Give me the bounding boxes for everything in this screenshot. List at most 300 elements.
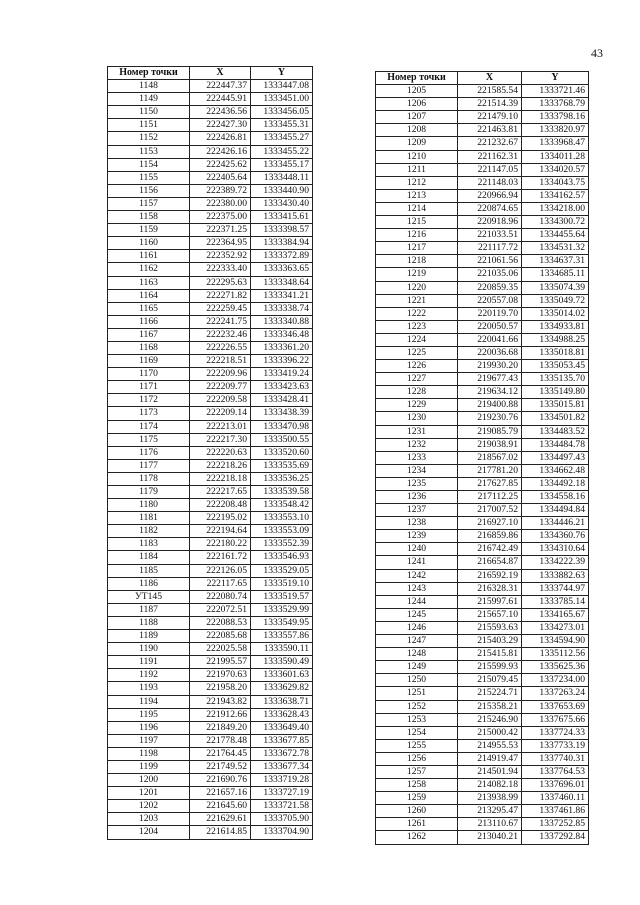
x-coordinate-cell: 221995.57 <box>190 656 251 669</box>
x-coordinate-cell: 221061.56 <box>458 255 522 268</box>
point-number-cell: 1215 <box>376 216 458 229</box>
point-number-cell: 1190 <box>108 643 190 656</box>
x-coordinate-cell: 214955.53 <box>458 739 522 752</box>
table-row <box>108 106 313 119</box>
point-number-cell: 1162 <box>108 263 190 276</box>
point-number-cell: 1261 <box>376 818 458 831</box>
table-row <box>108 407 313 420</box>
x-coordinate-cell: 221035.06 <box>458 268 522 281</box>
table-row <box>108 630 313 643</box>
point-number-cell: 1256 <box>376 752 458 765</box>
x-coordinate-cell: 222226.55 <box>190 341 251 354</box>
table-row <box>108 433 313 446</box>
point-number-cell: 1154 <box>108 158 190 171</box>
point-number-cell: 1213 <box>376 189 458 202</box>
y-coordinate-cell: 1333549.95 <box>251 616 313 629</box>
y-coordinate-cell: 1333396.22 <box>251 355 313 368</box>
table-row <box>108 721 313 734</box>
table-row <box>376 386 589 399</box>
x-coordinate-cell: 219634.12 <box>458 386 522 399</box>
y-coordinate-cell: 1334043.75 <box>522 176 589 189</box>
point-number-cell: 1224 <box>376 333 458 346</box>
point-number-cell: 1231 <box>376 425 458 438</box>
table-row <box>376 504 589 517</box>
x-coordinate-cell: 221033.51 <box>458 229 522 242</box>
table-row <box>108 564 313 577</box>
y-coordinate-cell: 1333455.27 <box>251 132 313 145</box>
table-row <box>108 184 313 197</box>
y-coordinate-cell: 1333451.00 <box>251 93 313 106</box>
table-header-row <box>376 72 589 85</box>
x-coordinate-cell: 222426.16 <box>190 145 251 158</box>
table-row <box>108 341 313 354</box>
table-row <box>376 674 589 687</box>
point-number-cell: 1185 <box>108 564 190 577</box>
x-coordinate-cell: 220918.96 <box>458 216 522 229</box>
x-coordinate-cell: 222180.22 <box>190 538 251 551</box>
point-number-cell: 1174 <box>108 420 190 433</box>
table-row <box>376 137 589 150</box>
x-coordinate-cell: 222333.40 <box>190 263 251 276</box>
point-number-cell: УТ145 <box>108 590 190 603</box>
table-row <box>376 530 589 543</box>
point-number-cell: 1169 <box>108 355 190 368</box>
table-row <box>376 569 589 582</box>
x-coordinate-cell: 222194.64 <box>190 525 251 538</box>
table-row <box>376 268 589 281</box>
x-coordinate-cell: 221629.61 <box>190 813 251 826</box>
y-coordinate-cell: 1333470.98 <box>251 420 313 433</box>
table-row <box>108 459 313 472</box>
x-coordinate-cell: 217007.52 <box>458 504 522 517</box>
table-row <box>108 132 313 145</box>
y-coordinate-cell: 1333455.31 <box>251 119 313 132</box>
table-row <box>376 687 589 700</box>
y-coordinate-cell: 1335625.36 <box>522 661 589 674</box>
point-number-cell: 1180 <box>108 499 190 512</box>
y-coordinate-cell: 1333455.22 <box>251 145 313 158</box>
point-number-cell: 1204 <box>108 826 190 839</box>
point-number-cell: 1153 <box>108 145 190 158</box>
x-coordinate-cell: 222209.58 <box>190 394 251 407</box>
x-coordinate-cell: 222209.14 <box>190 407 251 420</box>
point-number-cell: 1150 <box>108 106 190 119</box>
point-number-cell: 1252 <box>376 700 458 713</box>
point-number-cell: 1203 <box>108 813 190 826</box>
x-coordinate-cell: 221778.48 <box>190 734 251 747</box>
table-row <box>108 695 313 708</box>
y-coordinate-cell: 1334497.43 <box>522 451 589 464</box>
y-coordinate-cell: 1334273.01 <box>522 621 589 634</box>
table-row <box>108 551 313 564</box>
x-coordinate-cell: 221645.60 <box>190 800 251 813</box>
point-number-cell: 1211 <box>376 163 458 176</box>
y-coordinate-cell: 1334455.64 <box>522 229 589 242</box>
table-row <box>376 464 589 477</box>
point-number-cell: 1239 <box>376 530 458 543</box>
y-coordinate-cell: 1333361.20 <box>251 341 313 354</box>
y-coordinate-cell: 1333785.14 <box>522 595 589 608</box>
point-number-cell: 1228 <box>376 386 458 399</box>
x-coordinate-cell: 221514.39 <box>458 98 522 111</box>
table-row <box>376 661 589 674</box>
x-coordinate-cell: 222025.58 <box>190 643 251 656</box>
point-number-cell: 1243 <box>376 582 458 595</box>
table-row <box>376 333 589 346</box>
x-coordinate-cell: 221463.81 <box>458 124 522 137</box>
y-coordinate-cell: 1333519.10 <box>251 577 313 590</box>
table-row <box>376 779 589 792</box>
table-row <box>108 603 313 616</box>
x-coordinate-cell: 216859.86 <box>458 530 522 543</box>
x-coordinate-cell: 218567.02 <box>458 451 522 464</box>
point-number-cell: 1230 <box>376 412 458 425</box>
x-coordinate-cell: 214919.47 <box>458 752 522 765</box>
y-coordinate-cell: 1333628.43 <box>251 708 313 721</box>
table-row <box>108 734 313 747</box>
y-coordinate-cell: 1333428.41 <box>251 394 313 407</box>
table-row <box>376 373 589 386</box>
x-coordinate-cell: 215415.81 <box>458 648 522 661</box>
y-coordinate-cell: 1333340.88 <box>251 315 313 328</box>
table-row <box>376 399 589 412</box>
table-body-left <box>108 80 313 839</box>
x-coordinate-cell: 221970.63 <box>190 669 251 682</box>
point-number-cell: 1176 <box>108 446 190 459</box>
y-coordinate-cell: 1337461.86 <box>522 805 589 818</box>
table-row <box>108 747 313 760</box>
table-row <box>376 831 589 844</box>
point-number-cell: 1167 <box>108 328 190 341</box>
point-number-cell: 1233 <box>376 451 458 464</box>
coordinates-table-left <box>107 66 313 840</box>
point-number-cell: 1227 <box>376 373 458 386</box>
table-row <box>108 538 313 551</box>
y-coordinate-cell: 1333719.28 <box>251 774 313 787</box>
x-coordinate-cell: 216654.87 <box>458 556 522 569</box>
y-coordinate-cell: 1333338.74 <box>251 302 313 315</box>
table-row <box>108 525 313 538</box>
table-row <box>376 163 589 176</box>
x-coordinate-cell: 215000.42 <box>458 726 522 739</box>
point-number-cell: 1151 <box>108 119 190 132</box>
table-row <box>108 145 313 158</box>
x-coordinate-cell: 220041.66 <box>458 333 522 346</box>
table-row <box>376 700 589 713</box>
point-number-cell: 1164 <box>108 289 190 302</box>
table-row <box>376 229 589 242</box>
x-coordinate-cell: 214501.94 <box>458 765 522 778</box>
y-coordinate-cell: 1333384.94 <box>251 237 313 250</box>
x-coordinate-cell: 220874.65 <box>458 202 522 215</box>
point-number-cell: 1208 <box>376 124 458 137</box>
point-number-cell: 1220 <box>376 281 458 294</box>
point-number-cell: 1177 <box>108 459 190 472</box>
header-y: Y <box>522 72 589 85</box>
x-coordinate-cell: 219085.79 <box>458 425 522 438</box>
point-number-cell: 1262 <box>376 831 458 844</box>
point-number-cell: 1225 <box>376 346 458 359</box>
point-number-cell: 1183 <box>108 538 190 551</box>
y-coordinate-cell: 1333820.97 <box>522 124 589 137</box>
point-number-cell: 1189 <box>108 630 190 643</box>
point-number-cell: 1188 <box>108 616 190 629</box>
x-coordinate-cell: 215593.63 <box>458 621 522 634</box>
y-coordinate-cell: 1333552.39 <box>251 538 313 551</box>
table-row <box>108 486 313 499</box>
table-row <box>108 237 313 250</box>
y-coordinate-cell: 1333539.58 <box>251 486 313 499</box>
table-row <box>108 394 313 407</box>
table-row <box>376 412 589 425</box>
point-number-cell: 1248 <box>376 648 458 661</box>
point-number-cell: 1171 <box>108 381 190 394</box>
table-row <box>108 224 313 237</box>
point-number-cell: 1168 <box>108 341 190 354</box>
y-coordinate-cell: 1333348.64 <box>251 276 313 289</box>
x-coordinate-cell: 222218.26 <box>190 459 251 472</box>
point-number-cell: 1197 <box>108 734 190 747</box>
y-coordinate-cell: 1337696.01 <box>522 779 589 792</box>
table-row <box>376 451 589 464</box>
y-coordinate-cell: 1333372.89 <box>251 250 313 263</box>
y-coordinate-cell: 1333798.16 <box>522 111 589 124</box>
x-coordinate-cell: 222072.51 <box>190 603 251 616</box>
y-coordinate-cell: 1333529.99 <box>251 603 313 616</box>
x-coordinate-cell: 221912.66 <box>190 708 251 721</box>
table-row <box>376 294 589 307</box>
table-row <box>108 250 313 263</box>
table-row <box>376 176 589 189</box>
x-coordinate-cell: 221764.45 <box>190 747 251 760</box>
point-number-cell: 1229 <box>376 399 458 412</box>
x-coordinate-cell: 222218.18 <box>190 472 251 485</box>
table-row <box>108 472 313 485</box>
table-row <box>108 800 313 813</box>
x-coordinate-cell: 219230.76 <box>458 412 522 425</box>
table-row <box>108 787 313 800</box>
point-number-cell: 1148 <box>108 80 190 93</box>
y-coordinate-cell: 1334360.76 <box>522 530 589 543</box>
table-body-right <box>376 85 589 844</box>
y-coordinate-cell: 1334494.84 <box>522 504 589 517</box>
x-coordinate-cell: 221690.76 <box>190 774 251 787</box>
x-coordinate-cell: 222213.01 <box>190 420 251 433</box>
y-coordinate-cell: 1333677.85 <box>251 734 313 747</box>
x-coordinate-cell: 217112.25 <box>458 491 522 504</box>
y-coordinate-cell: 1333557.86 <box>251 630 313 643</box>
y-coordinate-cell: 1333704.90 <box>251 826 313 839</box>
x-coordinate-cell: 213110.67 <box>458 818 522 831</box>
y-coordinate-cell: 1333590.11 <box>251 643 313 656</box>
x-coordinate-cell: 219930.20 <box>458 360 522 373</box>
x-coordinate-cell: 222425.62 <box>190 158 251 171</box>
y-coordinate-cell: 1333882.63 <box>522 569 589 582</box>
point-number-cell: 1205 <box>376 85 458 98</box>
y-coordinate-cell: 1333721.58 <box>251 800 313 813</box>
table-row <box>376 608 589 621</box>
x-coordinate-cell: 213295.47 <box>458 805 522 818</box>
table-row <box>108 263 313 276</box>
x-coordinate-cell: 222217.30 <box>190 433 251 446</box>
table-row <box>108 211 313 224</box>
point-number-cell: 1218 <box>376 255 458 268</box>
point-number-cell: 1223 <box>376 320 458 333</box>
point-number-cell: 1186 <box>108 577 190 590</box>
y-coordinate-cell: 1333590.49 <box>251 656 313 669</box>
y-coordinate-cell: 1334484.78 <box>522 438 589 451</box>
y-coordinate-cell: 1335074.39 <box>522 281 589 294</box>
x-coordinate-cell: 215224.71 <box>458 687 522 700</box>
point-number-cell: 1149 <box>108 93 190 106</box>
point-number-cell: 1202 <box>108 800 190 813</box>
table-row <box>108 760 313 773</box>
point-number-cell: 1195 <box>108 708 190 721</box>
table-row <box>108 171 313 184</box>
header-point-number: Номер точки <box>376 72 458 85</box>
x-coordinate-cell: 221943.82 <box>190 695 251 708</box>
y-coordinate-cell: 1335053.45 <box>522 360 589 373</box>
y-coordinate-cell: 1333721.46 <box>522 85 589 98</box>
y-coordinate-cell: 1333744.97 <box>522 582 589 595</box>
x-coordinate-cell: 213938.99 <box>458 792 522 805</box>
point-number-cell: 1221 <box>376 294 458 307</box>
y-coordinate-cell: 1334637.31 <box>522 255 589 268</box>
y-coordinate-cell: 1333649.40 <box>251 721 313 734</box>
table-row <box>376 648 589 661</box>
point-number-cell: 1175 <box>108 433 190 446</box>
point-number-cell: 1216 <box>376 229 458 242</box>
x-coordinate-cell: 219038.91 <box>458 438 522 451</box>
point-number-cell: 1157 <box>108 197 190 210</box>
table-row <box>376 346 589 359</box>
x-coordinate-cell: 220859.35 <box>458 281 522 294</box>
x-coordinate-cell: 222295.63 <box>190 276 251 289</box>
point-number-cell: 1240 <box>376 543 458 556</box>
table-row <box>376 85 589 98</box>
y-coordinate-cell: 1335149.80 <box>522 386 589 399</box>
table-row <box>376 150 589 163</box>
y-coordinate-cell: 1335014.02 <box>522 307 589 320</box>
y-coordinate-cell: 1335049.72 <box>522 294 589 307</box>
table-row <box>108 682 313 695</box>
y-coordinate-cell: 1334988.25 <box>522 333 589 346</box>
table-row <box>376 255 589 268</box>
y-coordinate-cell: 1333548.42 <box>251 499 313 512</box>
point-number-cell: 1159 <box>108 224 190 237</box>
y-coordinate-cell: 1333727.19 <box>251 787 313 800</box>
point-number-cell: 1199 <box>108 760 190 773</box>
y-coordinate-cell: 1337460.11 <box>522 792 589 805</box>
y-coordinate-cell: 1333768.79 <box>522 98 589 111</box>
point-number-cell: 1257 <box>376 765 458 778</box>
table-row <box>376 425 589 438</box>
y-coordinate-cell: 1335135.70 <box>522 373 589 386</box>
y-coordinate-cell: 1337234.00 <box>522 674 589 687</box>
table-row <box>108 355 313 368</box>
point-number-cell: 1187 <box>108 603 190 616</box>
table-row <box>376 713 589 726</box>
point-number-cell: 1250 <box>376 674 458 687</box>
table-row <box>108 826 313 839</box>
x-coordinate-cell: 221585.54 <box>458 85 522 98</box>
y-coordinate-cell: 1334162.57 <box>522 189 589 202</box>
y-coordinate-cell: 1333519.57 <box>251 590 313 603</box>
x-coordinate-cell: 220119.70 <box>458 307 522 320</box>
y-coordinate-cell: 1333535.69 <box>251 459 313 472</box>
point-number-cell: 1172 <box>108 394 190 407</box>
table-row <box>376 242 589 255</box>
x-coordinate-cell: 222209.96 <box>190 368 251 381</box>
table-row <box>108 80 313 93</box>
table-row <box>376 491 589 504</box>
x-coordinate-cell: 222218.51 <box>190 355 251 368</box>
x-coordinate-cell: 222232.46 <box>190 328 251 341</box>
table-row <box>108 328 313 341</box>
x-coordinate-cell: 219677.43 <box>458 373 522 386</box>
point-number-cell: 1184 <box>108 551 190 564</box>
x-coordinate-cell: 222259.45 <box>190 302 251 315</box>
page-number: 43 <box>591 46 603 60</box>
x-coordinate-cell: 222208.48 <box>190 499 251 512</box>
x-coordinate-cell: 222126.05 <box>190 564 251 577</box>
x-coordinate-cell: 222427.30 <box>190 119 251 132</box>
table-row <box>376 438 589 451</box>
table-row <box>376 307 589 320</box>
table-row <box>376 556 589 569</box>
table-row <box>376 765 589 778</box>
x-coordinate-cell: 215246.90 <box>458 713 522 726</box>
point-number-cell: 1247 <box>376 635 458 648</box>
x-coordinate-cell: 222352.92 <box>190 250 251 263</box>
y-coordinate-cell: 1334558.16 <box>522 491 589 504</box>
table-row <box>108 656 313 669</box>
y-coordinate-cell: 1333536.25 <box>251 472 313 485</box>
y-coordinate-cell: 1335112.56 <box>522 648 589 661</box>
point-number-cell: 1181 <box>108 512 190 525</box>
y-coordinate-cell: 1334310.64 <box>522 543 589 556</box>
y-coordinate-cell: 1333546.93 <box>251 551 313 564</box>
point-number-cell: 1251 <box>376 687 458 700</box>
y-coordinate-cell: 1333705.90 <box>251 813 313 826</box>
table-row <box>108 276 313 289</box>
y-coordinate-cell: 1337252.85 <box>522 818 589 831</box>
table-row <box>376 202 589 215</box>
table-row <box>108 420 313 433</box>
x-coordinate-cell: 222117.65 <box>190 577 251 590</box>
x-coordinate-cell: 222241.75 <box>190 315 251 328</box>
x-coordinate-cell: 222220.63 <box>190 446 251 459</box>
y-coordinate-cell: 1333520.60 <box>251 446 313 459</box>
point-number-cell: 1192 <box>108 669 190 682</box>
header-y: Y <box>251 67 313 80</box>
y-coordinate-cell: 1334662.48 <box>522 464 589 477</box>
table-row <box>376 124 589 137</box>
point-number-cell: 1156 <box>108 184 190 197</box>
point-number-cell: 1237 <box>376 504 458 517</box>
y-coordinate-cell: 1333553.09 <box>251 525 313 538</box>
point-number-cell: 1255 <box>376 739 458 752</box>
point-number-cell: 1232 <box>376 438 458 451</box>
y-coordinate-cell: 1334222.39 <box>522 556 589 569</box>
x-coordinate-cell: 222217.65 <box>190 486 251 499</box>
x-coordinate-cell: 222380.00 <box>190 197 251 210</box>
point-number-cell: 1161 <box>108 250 190 263</box>
table-row <box>376 216 589 229</box>
y-coordinate-cell: 1334483.52 <box>522 425 589 438</box>
point-number-cell: 1166 <box>108 315 190 328</box>
table-row <box>108 512 313 525</box>
